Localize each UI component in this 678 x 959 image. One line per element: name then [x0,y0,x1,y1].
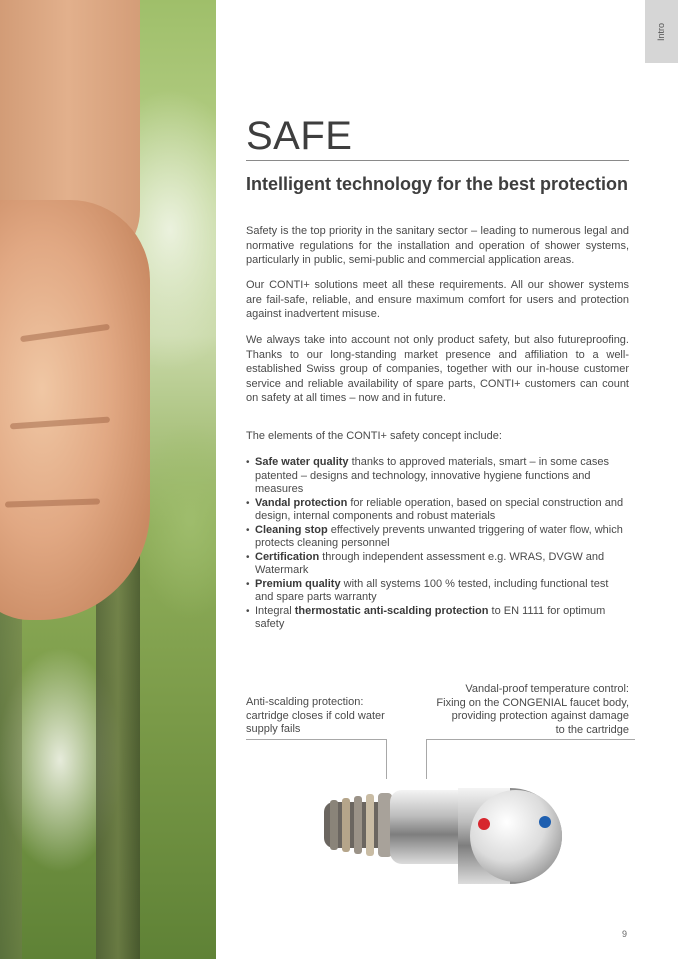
vandal-proof-caption: Vandal-proof temperature control: Fixing on the CONGENIAL faucet body, providing protection against damage to the cartridge [436,683,629,736]
list-item: • Integral thermostatic anti-scalding protection to EN 1111 for optimum safety [246,605,629,632]
safety-concept-list [246,456,629,632]
requirements-paragraph: Our CONTI+ solutions meet all these requirements. All our shower systems are fail-safe, reliable, and ensure maximum comfort for users and protection against inadvertent misuse. [246,279,629,320]
list-item: • Safe water quality thanks to approved materials, smart – in some cases patented – designs and technology, innovative hygiene functions and measures [246,456,629,497]
leader-line-right [426,739,635,740]
thermostat-cap [470,790,562,882]
concept-intro-paragraph: The elements of the CONTI+ safety concept include: [246,430,502,442]
list-item: • Cleaning stop effectively prevents unwanted triggering of water flow, which protects cleaning personnel [246,524,629,551]
hot-indicator-dot [478,818,490,830]
anti-scalding-caption: Anti-scalding protection: cartridge closes if cold water supply fails [246,696,385,735]
cartridge-body [324,793,394,857]
section-tab-intro[interactable] [645,0,678,63]
section-tab-label: Intro [656,22,667,41]
page-subtitle: Intelligent technology for the best protection [246,174,629,194]
futureproofing-paragraph: We always take into account not only product safety, but also futureproofing. Thanks to our long-standing market presence and affiliation to a well-established Swiss group of companies, together with our in-house customer service and reliable availability of spare parts, CONTI+ customers can count on safety at all times – now and in future. [246,334,629,404]
photo-tree-trunk [0,600,22,959]
page-number: 9 [622,929,628,939]
list-item: • Premium quality with all systems 100 % tested, including functional test and spare parts warranty [246,578,629,605]
title-divider [246,160,629,161]
hero-photo-fist [0,0,216,959]
leader-line-right-drop [426,739,427,779]
list-item: • Certification through independent assessment e.g. WRAS, DVGW and Watermark [246,551,629,578]
leader-line-left-drop [386,739,387,779]
photo-fist [0,200,150,620]
thermostatic-cartridge-image [318,780,568,890]
intro-paragraph: Safety is the top priority in the sanitary sector – leading to numerous legal and normative regulations for the installation and operation of shower systems, particularly in public, semi-public and commercial application areas. [246,225,629,266]
leader-line-left [246,739,386,740]
list-item: • Vandal protection for reliable operation, based on special construction and design, internal components and robust materials [246,497,629,524]
cold-indicator-dot [539,816,551,828]
page-title: SAFE [246,114,353,158]
